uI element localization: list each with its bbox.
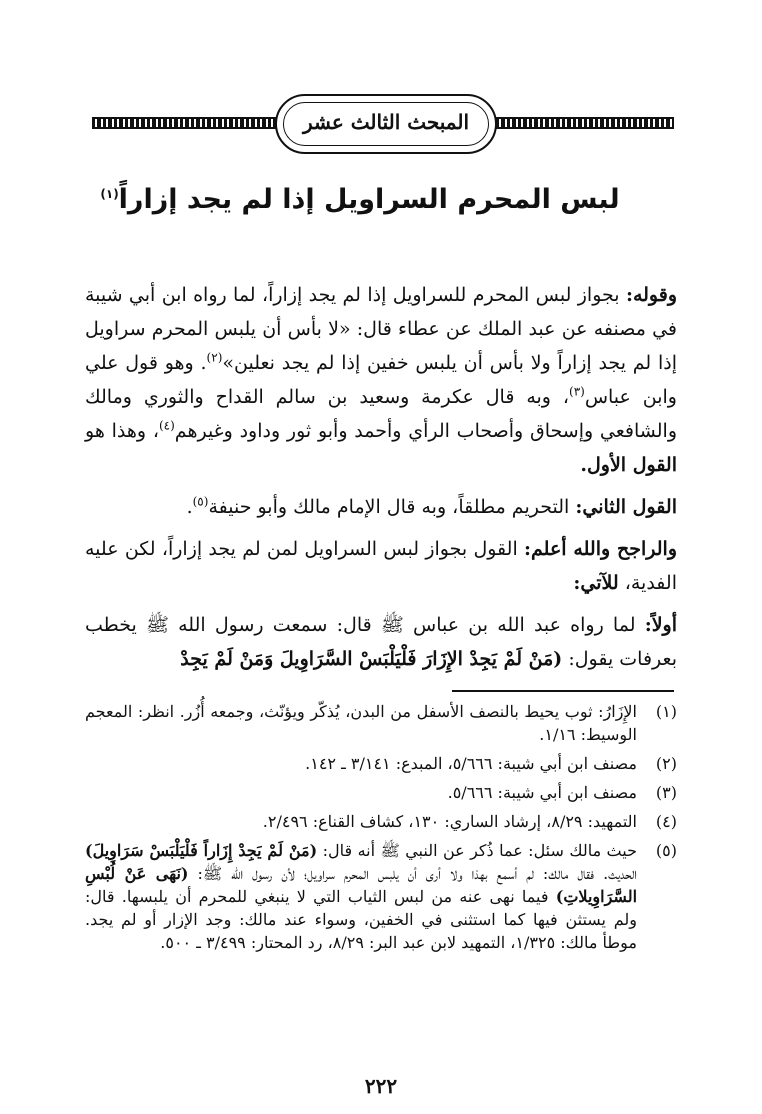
hadith-quote: (مَنْ لَمْ يَجِدْ إِزَاراً فَلْيَلْبَسْ سَرَاوِيلَ): [85, 841, 318, 860]
paragraph-text: ، وهذا هو: [85, 420, 159, 442]
footnote-ref: (٤): [158, 418, 175, 433]
footnote-number: (٢): [655, 754, 677, 773]
footnote: [85, 781, 677, 804]
footnote-number: (٥): [655, 841, 677, 860]
footnote-text: التمهيد: ٨/٢٩، إرشاد الساري: ١٣٠، كشاف القناع: ٢/٤٩٦.: [262, 812, 637, 831]
footnote: [85, 810, 677, 833]
page-number: ٢٢٢: [364, 1074, 398, 1098]
header-ornament-right: [496, 117, 674, 129]
paragraph-text: القول بجواز لبس السراويل لمن لم يجد إزاراً، لكن عليه الفدية،: [85, 538, 677, 594]
footnote-text: مصنف ابن أبي شيبة: ٥/٦٦٦.: [447, 783, 637, 802]
paragraph: [85, 278, 677, 482]
footnote-number: (٣): [655, 783, 677, 802]
footnote: [85, 839, 677, 954]
footnote-segment: الحديث. فقال مالك: لم أسمع بهذا ولا أرى أن يلبس المحرم سراويل؛ لأن رسول الله ﷺ:: [188, 864, 638, 883]
paragraph-text: . وهو قول علي وابن عباس: [85, 352, 677, 408]
paragraph-lead: والراجح والله أعلم:: [524, 538, 678, 560]
section-header-cartouche: [275, 94, 497, 154]
footnote: [85, 700, 677, 746]
hadith-quote: (مَنْ لَمْ يَجِدْ الإِزَارَ فَلْيَلْبَسْ السَّرَاوِيلَ وَمَنْ لَمْ يَجِدْ: [180, 648, 563, 670]
header-ornament-left: [92, 117, 278, 129]
paragraph-text: لما رواه عبد الله بن عباس ﷺ قال: سمعت رسول الله ﷺ يخطب بعرفات يقول:: [85, 614, 677, 670]
footnote-text: الإِزَارُ: ثوب يحيط بالنصف الأسفل من البدن، يُذكّر ويؤنّث، وجمعه أُزُر. انظر: المعجم الوسيط: ١/١٦.: [85, 702, 637, 744]
paragraph-lead: أولاً:: [644, 614, 677, 636]
footnote-segment: حيث مالك سئل: عما ذُكر عن النبي ﷺ أنه قال:: [317, 841, 637, 860]
footnote-ref: (٣): [569, 384, 585, 399]
paragraph-text: ، وبه قال عكرمة وسعيد بن سالم القداح والثوري ومالك والشافعي وإسحاق وأصحاب الرأي وأحمد وأبو ثور وداود وغيرهم: [85, 386, 677, 442]
footnote-number: (٤): [655, 812, 677, 831]
paragraph-text: .: [186, 496, 193, 518]
footnote-segment: فيما نهى عنه من لبس الثياب التي لا ينبغي للمحرم أن يلبسها. قال: ولم يستثن فيها كما استثنى في الخفين، وسواء عند مالك: وجد الإزار أو لم يجد. موطأ مالك: ١/٣٢٥، التمهيد لابن عبد البر: ٨/٢٩، رد المحتار: ٣/٤٩٩ ـ ٥٠٠.: [85, 887, 637, 952]
footnotes: [85, 700, 677, 960]
paragraph-text: التحريم مطلقاً، وبه قال الإمام مالك وأبو حنيفة: [208, 496, 576, 518]
footnote-text: [85, 839, 637, 954]
paragraph-text: بجواز لبس المحرم للسراويل إذا لم يجد إزاراً، لما رواه ابن أبي شيبة في مصنفه عن عبد الملك عن عطاء قال: «لا بأس أن يلبس المحرم سراويل إذا لم يجد إزاراً ولا بأس أن يلبس خفين إذا لم يجد نعلين»: [85, 284, 677, 374]
paragraph: [85, 532, 677, 600]
footnote-ref: (٢): [206, 350, 223, 365]
paragraph-lead: وقوله:: [625, 284, 677, 306]
paragraph-emphasis: للآتي:: [573, 572, 619, 594]
chapter-title-text: لبس المحرم السراويل إذا لم يجد إزاراً: [118, 184, 620, 215]
footnote-ref: (٥): [192, 494, 209, 509]
main-text: [85, 278, 677, 676]
paragraph-emphasis: القول الأول.: [580, 454, 677, 476]
paragraph: [85, 490, 677, 524]
footnote: [85, 752, 677, 775]
section-label: المبحث الثالث عشر: [302, 110, 470, 134]
paragraph: [85, 608, 677, 676]
footnote-number: (١): [655, 702, 677, 721]
footnote-separator: [452, 690, 674, 692]
hadith-quote: (نَهَى عَنْ لُبْسِ السَّرَاوِيلاتِ): [85, 864, 638, 906]
footnote-ref: (١): [100, 187, 119, 201]
chapter-title: [100, 184, 620, 215]
footnote-text: مصنف ابن أبي شيبة: ٥/٦٦٦، المبدع: ٣/١٤١ ـ ١٤٢.: [305, 754, 637, 773]
paragraph-lead: القول الثاني:: [575, 496, 677, 518]
